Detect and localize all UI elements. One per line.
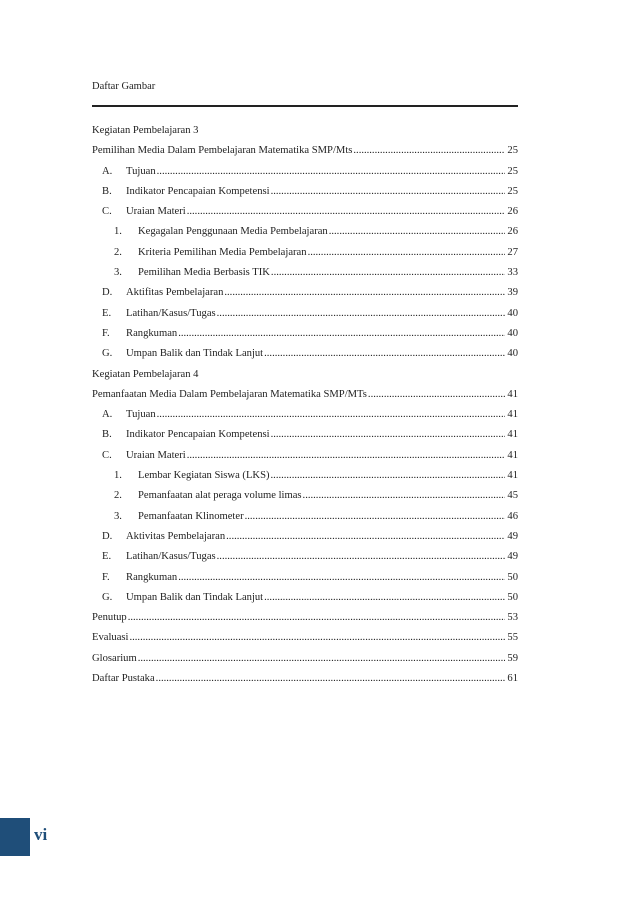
toc-entry-page-number: 26 xyxy=(507,226,518,238)
toc-dot-leader xyxy=(367,385,505,405)
page-marker-tab xyxy=(0,818,30,856)
toc-entry[interactable] xyxy=(92,547,518,567)
toc-entry-marker: B. xyxy=(102,185,112,197)
toc-entry-page-number: 49 xyxy=(507,551,518,563)
toc-entry-page-number: 39 xyxy=(507,287,518,299)
toc-dot-leader xyxy=(155,669,506,689)
toc-entry[interactable] xyxy=(92,222,518,242)
toc-dot-leader xyxy=(263,588,505,608)
header-divider xyxy=(92,105,518,107)
toc-entry-title: Latihan/Kasus/Tugas xyxy=(126,307,216,319)
toc-entry-marker: F. xyxy=(102,327,110,339)
toc-entry[interactable] xyxy=(92,568,518,588)
toc-dot-leader xyxy=(352,141,505,161)
toc-entry-title: Indikator Pencapaian Kompetensi xyxy=(126,185,270,197)
page-number: vi xyxy=(34,825,48,844)
toc-entry-title: Rangkuman xyxy=(126,571,178,583)
toc-entry-title: Uraian Materi xyxy=(126,206,186,218)
toc-entry[interactable] xyxy=(92,304,518,324)
toc-entry-title: Pemanfaatan Media Dalam Pembelajaran Matematika SMP/MTs xyxy=(92,388,367,400)
toc-entry[interactable] xyxy=(92,649,518,669)
toc-entry-title: Lembar Kegiatan Siswa (LKS) xyxy=(138,470,270,482)
toc-entry-marker: B. xyxy=(102,429,112,441)
toc-entry[interactable] xyxy=(92,141,518,161)
toc-entry-title: Uraian Materi xyxy=(126,449,186,461)
toc-dot-leader xyxy=(137,649,506,669)
toc-entry-title: Aktifitas Pembelajaran xyxy=(126,287,224,299)
toc-entry-marker: 2. xyxy=(114,490,122,502)
toc-entry[interactable] xyxy=(92,425,518,445)
toc-entry-title: Penutup xyxy=(92,612,127,624)
toc-dot-leader xyxy=(263,344,505,364)
toc-entry-marker: 2. xyxy=(114,246,122,258)
toc-entry[interactable] xyxy=(92,628,518,648)
toc-dot-leader xyxy=(156,162,506,182)
toc-entry-marker: F. xyxy=(102,571,110,583)
toc-entry-title: Daftar Pustaka xyxy=(92,673,155,685)
toc-dot-leader xyxy=(225,527,505,547)
toc-entry-marker: 1. xyxy=(114,470,122,482)
toc-entry-page-number: 50 xyxy=(507,591,518,603)
toc-entry-title: Kegagalan Penggunaan Media Pembelajaran xyxy=(138,226,328,238)
toc-entry-page-number: 33 xyxy=(507,267,518,279)
toc-entry-title: Umpan Balik dan Tindak Lanjut xyxy=(126,591,264,603)
toc-entry-title: Kriteria Pemilihan Media Pembelajaran xyxy=(138,246,307,258)
toc-dot-leader xyxy=(186,446,506,466)
toc-entry[interactable] xyxy=(92,446,518,466)
toc-entry-marker: G. xyxy=(102,348,113,360)
toc-entry-page-number: 41 xyxy=(507,409,518,421)
toc-entry-page-number: 41 xyxy=(507,470,518,482)
toc-entry[interactable] xyxy=(92,385,518,405)
toc-entry-page-number: 41 xyxy=(507,449,518,461)
toc-dot-leader xyxy=(302,486,506,506)
toc-entry-title: Aktivitas Pembelajaran xyxy=(126,530,226,542)
toc-entry-page-number: 59 xyxy=(507,652,518,664)
toc-entry[interactable] xyxy=(92,608,518,628)
toc-entry[interactable] xyxy=(92,405,518,425)
toc-entry-title: Latihan/Kasus/Tugas xyxy=(126,551,216,563)
toc-dot-leader xyxy=(223,283,505,303)
table-of-contents xyxy=(92,121,518,689)
toc-entry-title: Pemilihan Media Dalam Pembelajaran Matematika SMP/Mts xyxy=(92,145,353,157)
toc-entry-marker: 3. xyxy=(114,267,122,279)
toc-section-heading: Kegiatan Pembelajaran 4 xyxy=(92,368,199,380)
toc-dot-leader xyxy=(270,466,506,486)
toc-section-heading: Kegiatan Pembelajaran 3 xyxy=(92,125,199,136)
toc-dot-leader xyxy=(307,243,506,263)
toc-entry[interactable] xyxy=(92,344,518,364)
toc-entry-title: Evaluasi xyxy=(92,632,129,644)
toc-entry-title: Rangkuman xyxy=(126,327,178,339)
toc-entry[interactable] xyxy=(92,669,518,689)
toc-entry-marker: D. xyxy=(102,287,113,299)
toc-entry-title: Pemanfaatan alat peraga volume limas xyxy=(138,490,302,502)
toc-entry-title: Pemilihan Media Berbasis TIK xyxy=(138,267,270,279)
toc-entry-page-number: 27 xyxy=(507,246,518,258)
toc-entry[interactable] xyxy=(92,588,518,608)
toc-entry-page-number: 61 xyxy=(507,673,518,685)
toc-dot-leader xyxy=(156,405,506,425)
toc-entry[interactable] xyxy=(92,507,518,527)
toc-entry-page-number: 25 xyxy=(507,185,518,197)
toc-entry[interactable] xyxy=(92,283,518,303)
toc-dot-leader xyxy=(270,425,506,445)
running-head: Daftar Gambar xyxy=(92,81,156,92)
toc-entry[interactable] xyxy=(92,243,518,263)
toc-entry-page-number: 40 xyxy=(507,348,518,360)
toc-entry-marker: A. xyxy=(102,165,113,177)
toc-entry[interactable] xyxy=(92,466,518,486)
toc-entry-marker: C. xyxy=(102,206,112,218)
toc-entry-marker: 3. xyxy=(114,510,122,522)
toc-entry-page-number: 26 xyxy=(507,206,518,218)
toc-entry-page-number: 50 xyxy=(507,571,518,583)
toc-entry[interactable] xyxy=(92,263,518,283)
toc-entry-title: Umpan Balik dan Tindak Lanjut xyxy=(126,348,264,360)
toc-entry-title: Pemanfaatan Klinometer xyxy=(138,510,244,522)
toc-entry[interactable] xyxy=(92,202,518,222)
toc-entry[interactable] xyxy=(92,527,518,547)
toc-entry-page-number: 41 xyxy=(507,429,518,441)
toc-dot-leader xyxy=(128,628,505,648)
toc-dot-leader xyxy=(328,222,506,242)
toc-entry-title: Tujuan xyxy=(126,165,156,177)
toc-dot-leader xyxy=(177,324,505,344)
toc-entry-marker: E. xyxy=(102,307,112,319)
toc-entry-title: Indikator Pencapaian Kompetensi xyxy=(126,429,270,441)
toc-entry[interactable] xyxy=(92,324,518,344)
toc-entry-marker: E. xyxy=(102,551,112,563)
toc-dot-leader xyxy=(177,568,505,588)
toc-entry-page-number: 53 xyxy=(507,612,518,624)
toc-entry-marker: G. xyxy=(102,591,113,603)
toc-entry-page-number: 46 xyxy=(507,510,518,522)
toc-entry-marker: 1. xyxy=(114,226,122,238)
toc-entry[interactable] xyxy=(92,486,518,506)
toc-entry-marker: A. xyxy=(102,409,113,421)
toc-entry-marker: C. xyxy=(102,449,112,461)
toc-entry-page-number: 40 xyxy=(507,307,518,319)
toc-dot-leader xyxy=(216,547,506,567)
toc-entry-page-number: 49 xyxy=(507,530,518,542)
toc-entry-page-number: 40 xyxy=(507,327,518,339)
toc-entry-title: Glosarium xyxy=(92,652,137,664)
toc-entry-page-number: 45 xyxy=(507,490,518,502)
toc-dot-leader xyxy=(216,304,506,324)
toc-dot-leader xyxy=(270,263,505,283)
toc-entry-page-number: 55 xyxy=(507,632,518,644)
toc-dot-leader xyxy=(270,182,506,202)
toc-entry[interactable] xyxy=(92,182,518,202)
toc-dot-leader xyxy=(186,202,506,222)
toc-entry-page-number: 25 xyxy=(507,145,518,157)
toc-entry[interactable] xyxy=(92,162,518,182)
toc-dot-leader xyxy=(244,507,506,527)
toc-dot-leader xyxy=(127,608,506,628)
toc-entry-marker: D. xyxy=(102,530,113,542)
toc-entry-page-number: 41 xyxy=(507,388,518,400)
toc-entry-page-number: 25 xyxy=(507,165,518,177)
toc-entry-title: Tujuan xyxy=(126,409,156,421)
